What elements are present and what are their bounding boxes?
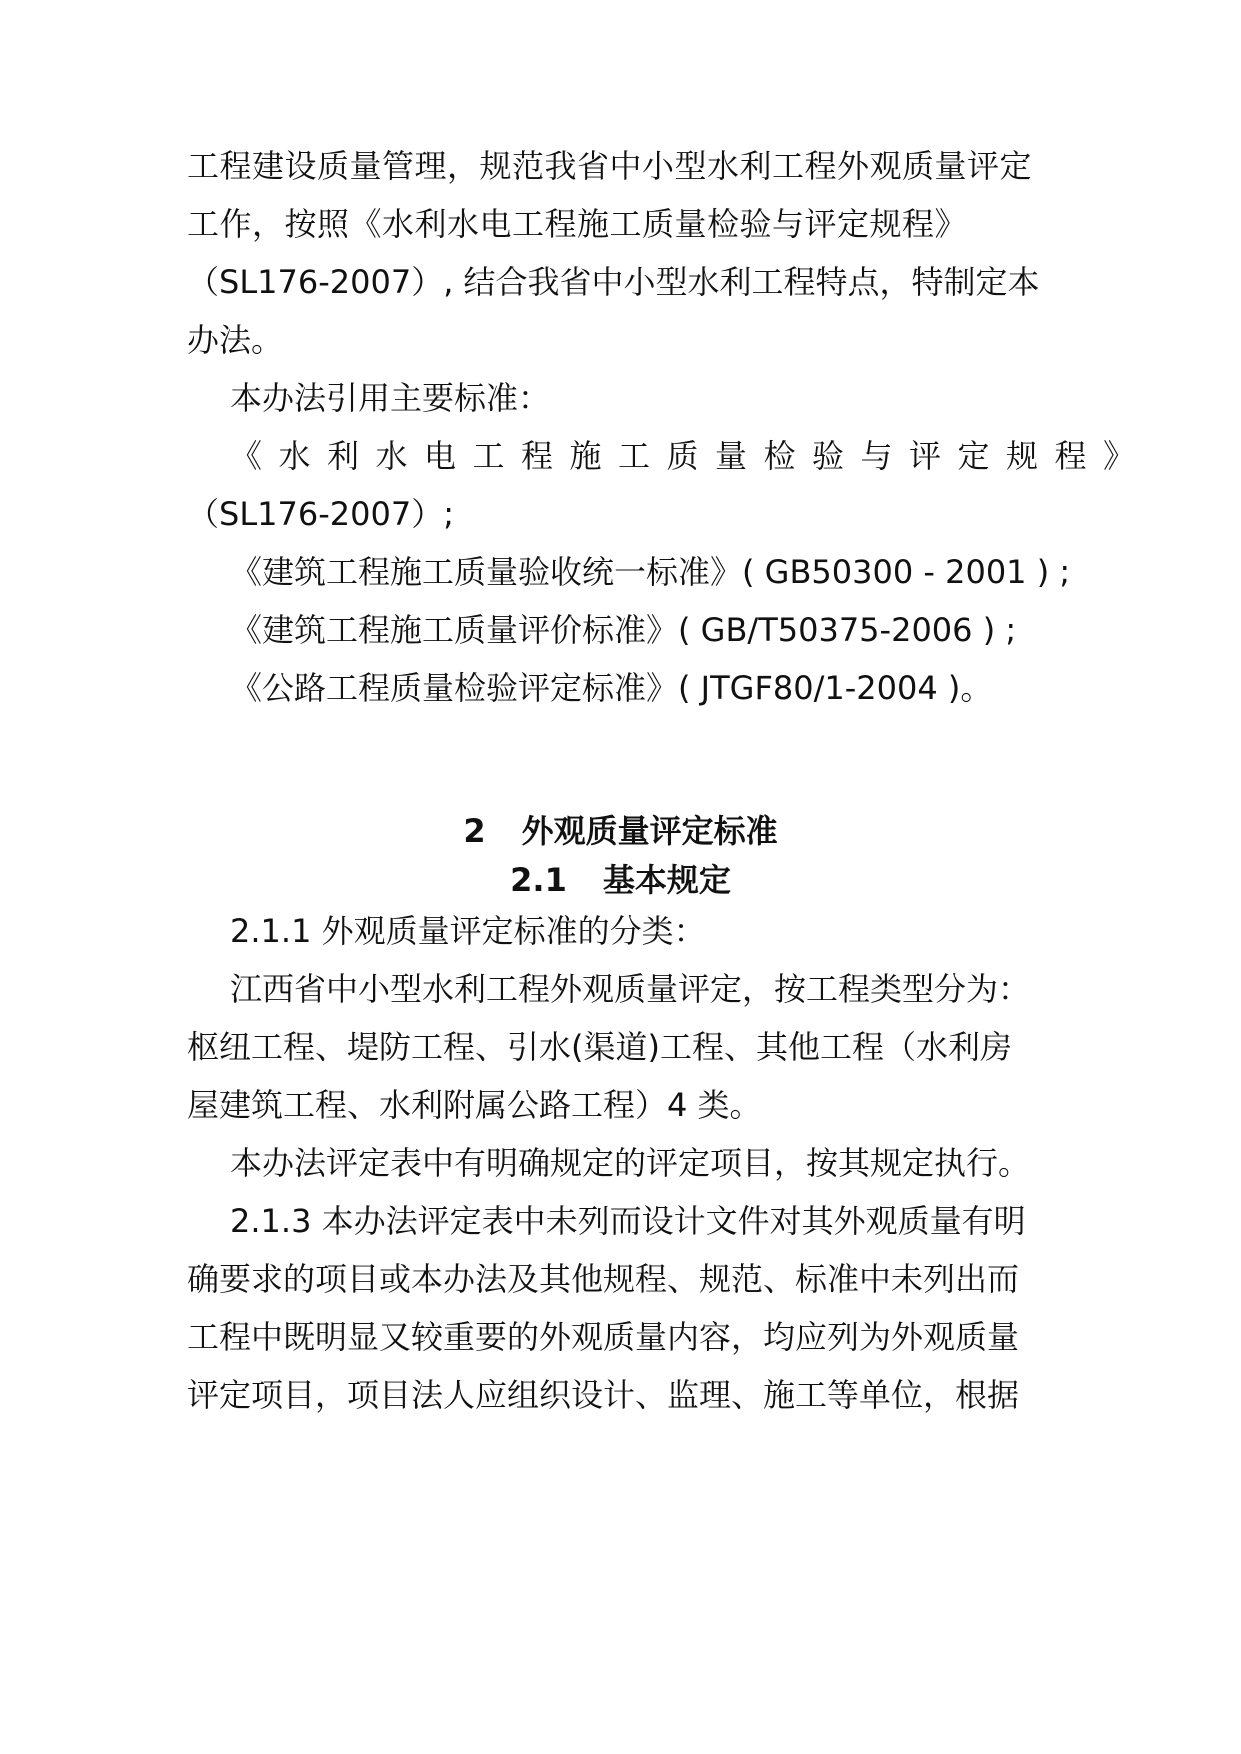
chapter-number: 2	[463, 812, 486, 850]
standard-2: 《建筑工程施工质量验收统一标准》( GB50300 - 2001 ) ;	[230, 553, 1071, 591]
intro-line-2: 工作，按照《水利水电工程施工质量检验与评定规程》	[187, 205, 968, 243]
category-line-1: 江西省中小型水利工程外观质量评定，按工程类型分为：	[230, 970, 1031, 1008]
standard-3: 《建筑工程施工质量评价标准》( GB/T50375-2006 ) ;	[230, 611, 1017, 649]
intro-line-3: （SL176-2007）, 结合我省中小型水利工程特点，特制定本	[187, 263, 1040, 301]
standards-lead: 本办法引用主要标准：	[230, 379, 551, 417]
standard-4: 《公路工程质量检验评定标准》( JTGF80/1-2004 )。	[230, 669, 993, 707]
standard-1-code: （SL176-2007）;	[187, 495, 454, 533]
section-title: 基本规定	[602, 861, 731, 899]
category-line-2: 枢纽工程、堤防工程、引水(渠道)工程、其他工程（水利房	[187, 1028, 1012, 1066]
clause-2-1-3-line-4: 评定项目，项目法人应组织设计、监理、施工等单位，根据	[187, 1376, 1020, 1414]
category-line-3: 屋建筑工程、水利附属公路工程）4 类。	[187, 1086, 762, 1124]
standard-1-title: 《水利水电工程施工质量检验与评定规程》	[230, 437, 1152, 475]
clause-2-1-3-line-1: 2.1.3 本办法评定表中未列而设计文件对其外观质量有明	[230, 1202, 1026, 1240]
clause-2-1-1: 2.1.1 外观质量评定标准的分类：	[230, 912, 706, 950]
clause-2-1-3-line-2: 确要求的项目或本办法及其他规程、规范、标准中未列出而	[187, 1260, 1020, 1298]
section-heading	[0, 860, 1241, 900]
chapter-title: 外观质量评定标准	[521, 812, 778, 850]
chapter-heading	[0, 811, 1241, 851]
section-number: 2.1	[510, 861, 567, 899]
clause-2-1-3-line-3: 工程中既明显又较重要的外观质量内容，均应列为外观质量	[187, 1318, 1020, 1356]
rule-line: 本办法评定表中有明确规定的评定项目，按其规定执行。	[230, 1144, 1031, 1182]
intro-line-4: 办法。	[187, 321, 284, 359]
intro-line-1: 工程建设质量管理，规范我省中小型水利工程外观质量评定	[187, 147, 1033, 185]
